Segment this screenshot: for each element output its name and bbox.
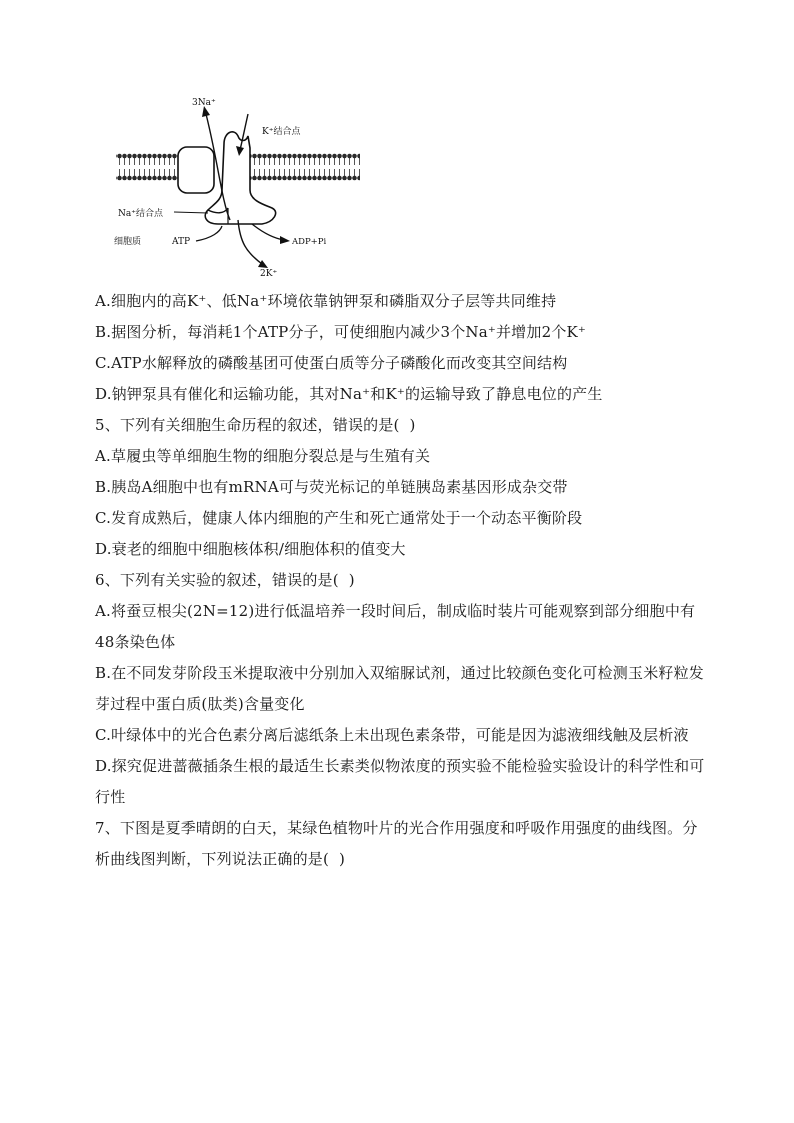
- k-release-path: [238, 220, 262, 264]
- label-na-site: Na⁺结合点: [118, 209, 163, 219]
- q5-option-d: D.衰老的细胞中细胞核体积/细胞体积的值变大: [95, 540, 406, 558]
- label-k-site: K⁺结合点: [262, 127, 301, 137]
- q7-stem: 7、下图是夏季晴朗的白天，某绿色植物叶片的光合作用强度和呼吸作用强度的曲线图。分析曲线图判断，下列说法正确的是( ): [95, 819, 698, 868]
- q4-option-a: A.细胞内的高K⁺、低Na⁺环境依靠钠钾泵和磷脂双分子层等共同维持: [95, 292, 557, 310]
- q6-stem: 6、下列有关实验的叙述，错误的是( ): [95, 571, 355, 589]
- adp-out-line: [252, 224, 284, 240]
- sodium-potassium-pump-diagram: [112, 92, 362, 282]
- q6-option-d: D.探究促进蔷薇插条生根的最适生长素类似物浓度的预实验不能检验实验设计的科学性和可行性: [95, 757, 705, 806]
- na-site-pointer: [174, 212, 208, 213]
- question-text-block: [95, 286, 707, 875]
- label-cytoplasm: 细胞质: [114, 237, 142, 247]
- q6-option-b: B.在不同发芽阶段玉米提取液中分别加入双缩脲试剂，通过比较颜色变化可检测玉米籽粒发芽过程中蛋白质(肽类)含量变化: [95, 664, 704, 713]
- label-3na: 3Na⁺: [192, 98, 216, 108]
- membrane-right: [248, 152, 360, 182]
- adp-arrowhead: [280, 236, 290, 244]
- q4-option-c: C.ATP水解释放的磷酸基团可使蛋白质等分子磷酸化而改变其空间结构: [95, 354, 568, 372]
- atp-in-line: [196, 226, 222, 241]
- label-adp: ADP+Pi: [292, 237, 327, 247]
- q5-option-c: C.发育成熟后，健康人体内细胞的产生和死亡通常处于一个动态平衡阶段: [95, 509, 583, 527]
- pump-diagram-svg: [112, 92, 362, 282]
- q6-option-c: C.叶绿体中的光合色素分离后滤纸条上未出现色素条带，可能是因为滤液细线触及层析液: [95, 726, 689, 744]
- q6-option-a: A.将蚕豆根尖(2N=12)进行低温培养一段时间后，制成临时装片可能观察到部分细胞中有48条染色体: [95, 602, 696, 651]
- q5-option-b: B.胰岛A细胞中也有mRNA可与荧光标记的单链胰岛素基因形成杂交带: [95, 478, 568, 496]
- q5-stem: 5、下列有关细胞生命历程的叙述，错误的是( ): [95, 416, 416, 434]
- label-2k: 2K⁺: [260, 269, 278, 279]
- q4-option-d: D.钠钾泵具有催化和运输功能，其对Na⁺和K⁺的运输导致了静息电位的产生: [95, 385, 603, 403]
- pump-subunit-left: [178, 147, 214, 193]
- q5-option-a: A.草履虫等单细胞生物的细胞分裂总是与生殖有关: [95, 447, 431, 465]
- label-atp: ATP: [172, 237, 191, 247]
- q4-option-b: B.据图分析，每消耗1个ATP分子，可使细胞内减少3个Na⁺并增加2个K⁺: [95, 323, 587, 341]
